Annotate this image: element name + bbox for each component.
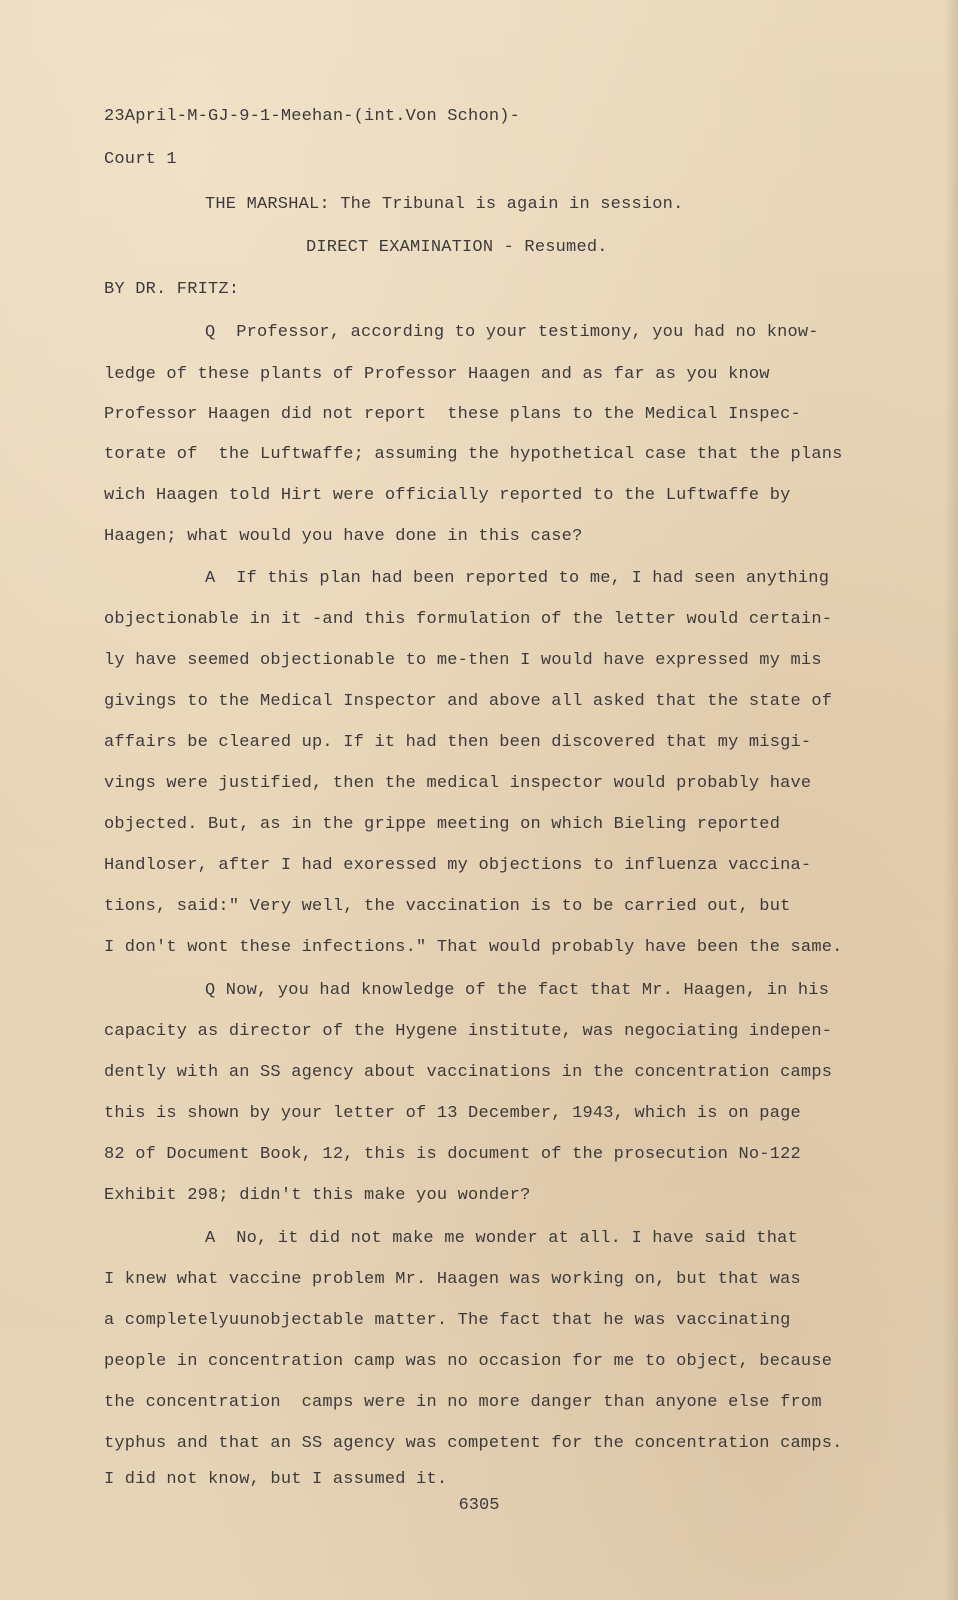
paragraph-4-line: people in concentration camp was no occasion for me to object, because [104,1352,833,1371]
paragraph-3-line: Q Now, you had knowledge of the fact that Mr. Haagen, in his [205,981,830,1000]
paragraph-3-line: dently with an SS agency about vaccinations in the concentration camps [104,1063,833,1082]
paragraph-4-line: the concentration camps were in no more danger than anyone else from [104,1393,822,1412]
paragraph-3-line: this is shown by your letter of 13 December, 1943, which is on page [104,1104,801,1123]
paragraph-4-line: a completelyuunobjectable matter. The fact that he was vaccinating [104,1311,791,1330]
paragraph-2-line: I don't wont these infections." That would probably have been the same. [104,938,843,957]
paragraph-3-line: Exhibit 298; didn't this make you wonder? [104,1186,531,1205]
paragraph-4-line: I did not know, but I assumed it. [104,1470,448,1489]
paragraph-4-line: A No, it did not make me wonder at all. I have said that [205,1229,798,1248]
paragraph-2-line: vings were justified, then the medical inspector would probably have [104,774,812,793]
court-label: Court 1 [104,150,177,169]
paragraph-2-line: objectionable in it -and this formulation of the letter would certain- [104,610,833,629]
paragraph-3-line: capacity as director of the Hygene institute, was negociating indepen- [104,1022,833,1041]
session-line: THE MARSHAL: The Tribunal is again in session. [205,195,684,214]
paragraph-1-line: torate of the Luftwaffe; assuming the hypothetical case that the plans [104,445,843,464]
paragraph-1-line: Professor Haagen did not report these plans to the Medical Inspec- [104,405,801,424]
paragraph-2-line: tions, said:" Very well, the vaccination is to be carried out, but [104,897,791,916]
paragraph-1-line: Haagen; what would you have done in this case? [104,527,583,546]
paragraph-3-line: 82 of Document Book, 12, this is document of the prosecution No-122 [104,1145,801,1164]
paragraph-2-line: objected. But, as in the grippe meeting on which Bieling reported [104,815,781,834]
page-number: 6305 [458,1496,500,1515]
paragraph-1-line: Q Professor, according to your testimony, you had no know- [205,323,819,342]
examination-heading: DIRECT EXAMINATION - Resumed. [306,238,608,257]
paragraph-2-line: ly have seemed objectionable to me-then I would have expressed my mis [104,651,822,670]
examiner-label: BY DR. FRITZ: [104,280,240,299]
paragraph-4-line: I knew what vaccine problem Mr. Haagen was working on, but that was [104,1270,801,1289]
paragraph-1-line: wich Haagen told Hirt were officially reported to the Luftwaffe by [104,486,791,505]
document-header: 23April-M-GJ-9-1-Meehan-(int.Von Schon)- [104,107,521,126]
paragraph-2-line: Handloser, after I had exoressed my objections to influenza vaccina- [104,856,812,875]
paragraph-2-line: A If this plan had been reported to me, I had seen anything [205,569,830,588]
paragraph-2-line: affairs be cleared up. If it had then been discovered that my misgi- [104,733,812,752]
paragraph-2-line: givings to the Medical Inspector and above all asked that the state of [104,692,833,711]
paragraph-1-line: ledge of these plants of Professor Haagen and as far as you know [104,365,770,384]
paragraph-4-line: typhus and that an SS agency was competent for the concentration camps. [104,1434,843,1453]
